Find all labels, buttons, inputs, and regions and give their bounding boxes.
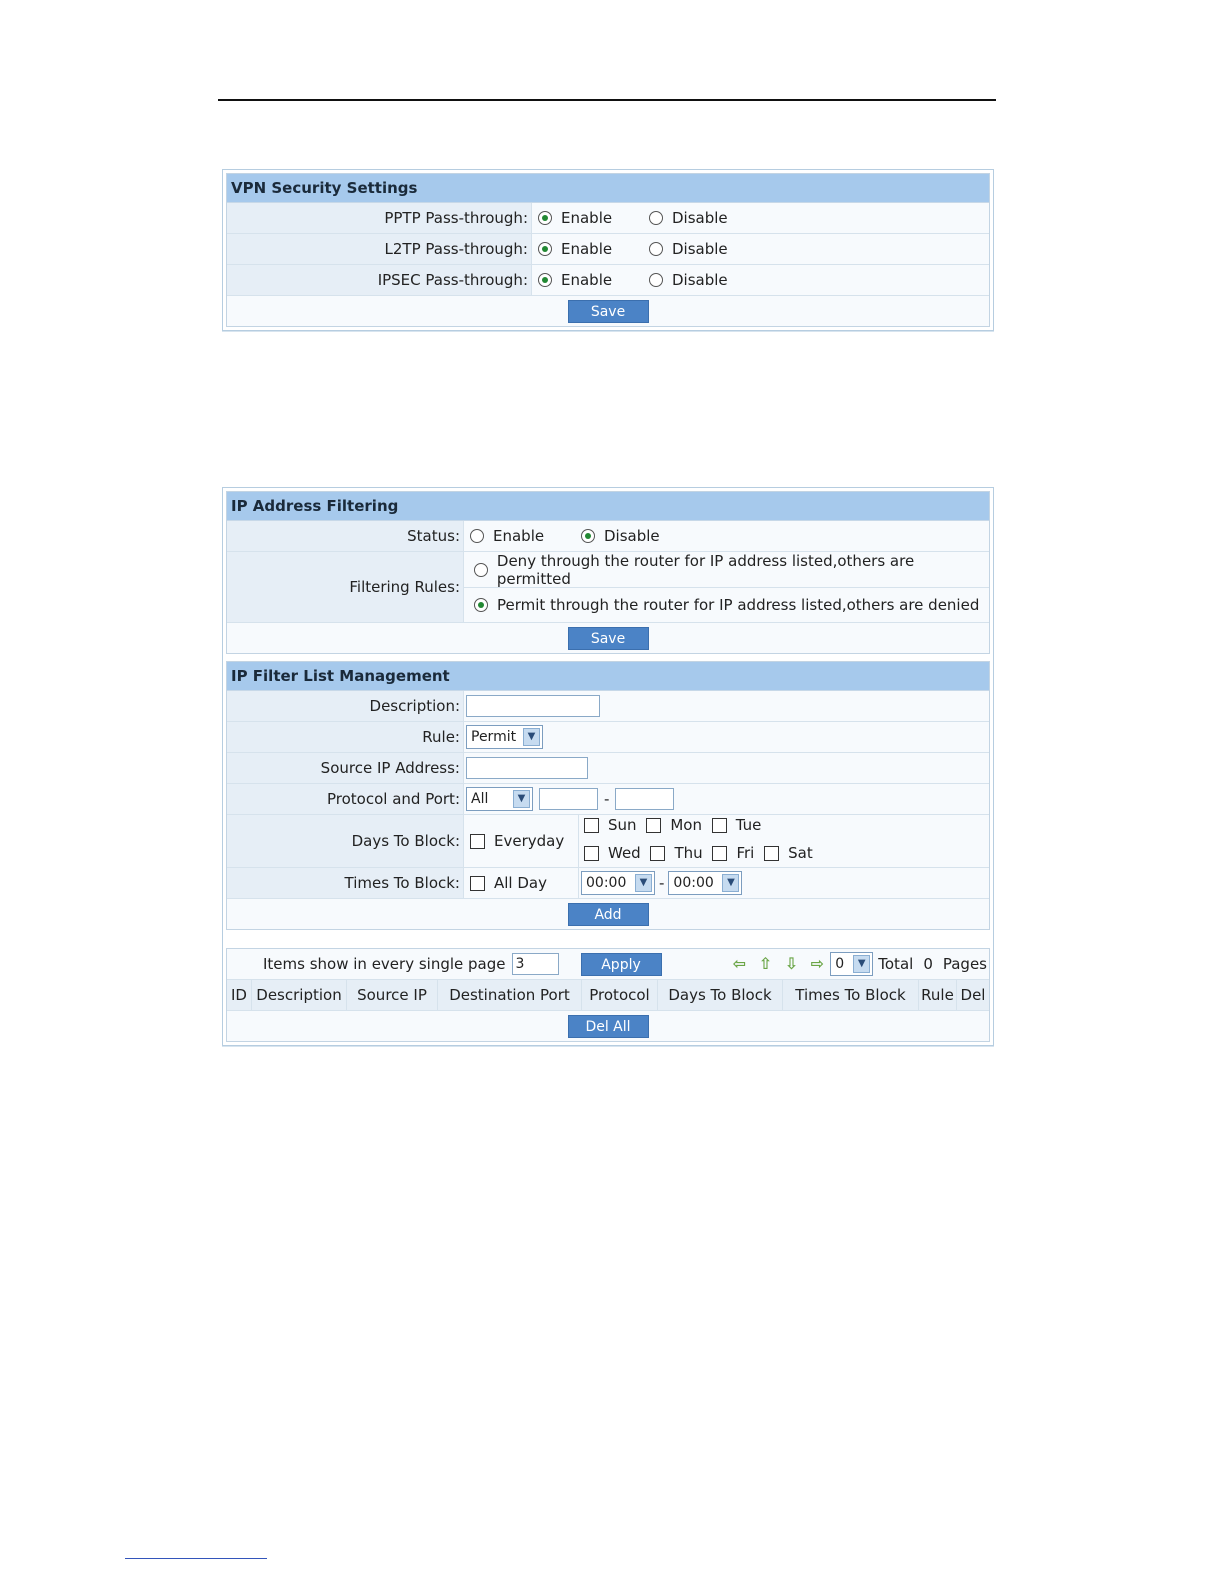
pptp-disable-radio[interactable] <box>649 211 663 225</box>
ip-filter-list-section <box>226 661 990 930</box>
items-per-page-input[interactable]: 3 <box>512 953 559 975</box>
everyday-checkbox[interactable] <box>470 834 485 849</box>
chevron-down-icon: ▼ <box>853 955 870 973</box>
day-mon-label: Mon <box>670 816 702 834</box>
status-disable-option[interactable] <box>581 527 660 545</box>
vpn-security-title: VPN Security Settings <box>227 174 989 203</box>
pptp-disable-label: Disable <box>672 209 728 227</box>
rule-permit-label: Permit through the router for IP address listed,others are denied <box>497 596 980 614</box>
times-block-label: Times To Block: <box>227 868 464 898</box>
day-sun-option[interactable] <box>584 813 642 838</box>
l2tp-disable-label: Disable <box>672 240 728 258</box>
ip-filter-list-title: IP Filter List Management <box>227 662 989 691</box>
vpn-save-row <box>227 296 989 326</box>
vpn-security-panel <box>222 169 994 331</box>
table-header <box>227 980 989 1011</box>
day-tue-checkbox[interactable] <box>712 818 727 833</box>
pptp-disable-option[interactable] <box>649 209 728 227</box>
col-times-to-block: Times To Block <box>783 980 919 1010</box>
filtering-rules-row <box>227 552 989 623</box>
pptp-enable-label: Enable <box>561 209 613 227</box>
day-tue-label: Tue <box>735 816 762 834</box>
page-select-value: 0 <box>835 956 845 972</box>
del-all-row <box>227 1011 989 1041</box>
rule-deny-radio[interactable] <box>474 563 488 577</box>
protocol-select-value: All <box>471 791 489 807</box>
allday-option[interactable] <box>470 874 547 892</box>
rule-row <box>227 722 989 753</box>
day-tue-option[interactable] <box>712 813 762 838</box>
pptp-enable-radio[interactable] <box>538 211 552 225</box>
apply-button[interactable]: Apply <box>581 953 662 976</box>
total-label: Total <box>878 955 914 973</box>
col-days-to-block: Days To Block <box>658 980 783 1010</box>
col-description: Description <box>252 980 347 1010</box>
description-row <box>227 691 989 722</box>
status-disable-radio[interactable] <box>581 529 595 543</box>
chevron-down-icon: ▼ <box>635 874 652 892</box>
items-per-page-label: Items show in every single page <box>263 955 506 973</box>
port-from-input[interactable] <box>539 788 598 810</box>
prev-page-arrow-icon[interactable]: ⇧ <box>758 954 772 973</box>
day-sat-checkbox[interactable] <box>764 846 779 861</box>
col-source-ip: Source IP <box>347 980 438 1010</box>
days-block-row <box>227 815 989 868</box>
ipsec-disable-label: Disable <box>672 271 728 289</box>
day-wed-option[interactable] <box>584 841 646 866</box>
rule-deny-label: Deny through the router for IP address listed,others are permitted <box>496 551 915 588</box>
ipsec-disable-option[interactable] <box>649 271 728 289</box>
chevron-down-icon: ▼ <box>722 874 739 892</box>
pptp-row <box>227 203 989 234</box>
day-fri-label: Fri <box>736 844 755 862</box>
ipsec-label: IPSEC Pass-through: <box>227 265 532 295</box>
pptp-label: PPTP Pass-through: <box>227 203 532 233</box>
l2tp-enable-label: Enable <box>561 240 613 258</box>
col-destination-port: Destination Port <box>438 980 582 1010</box>
ipsec-enable-radio[interactable] <box>538 273 552 287</box>
day-wed-label: Wed <box>608 844 641 862</box>
source-ip-label: Source IP Address: <box>227 753 464 783</box>
rule-permit-option[interactable] <box>464 588 989 622</box>
rule-label: Rule: <box>227 722 464 752</box>
day-sun-checkbox[interactable] <box>584 818 599 833</box>
port-to-input[interactable] <box>615 788 674 810</box>
col-del: Del <box>960 986 986 1004</box>
ipsec-enable-option[interactable] <box>538 271 649 289</box>
chevron-down-icon: ▼ <box>513 790 530 808</box>
everyday-option[interactable] <box>470 832 564 850</box>
col-id: ID <box>227 980 252 1010</box>
col-protocol: Protocol <box>582 980 658 1010</box>
times-block-row <box>227 868 989 899</box>
total-value: 0 <box>923 955 933 973</box>
page-top-rule <box>218 99 996 101</box>
port-separator: - <box>604 790 610 808</box>
rule-permit-radio[interactable] <box>474 598 488 612</box>
filtering-rules-label: Filtering Rules: <box>227 552 464 622</box>
day-mon-option[interactable] <box>646 813 707 838</box>
status-enable-radio[interactable] <box>470 529 484 543</box>
everyday-label: Everyday <box>494 832 565 850</box>
l2tp-disable-option[interactable] <box>649 240 728 258</box>
ipsec-disable-radio[interactable] <box>649 273 663 287</box>
day-wed-checkbox[interactable] <box>584 846 599 861</box>
day-sun-label: Sun <box>608 816 637 834</box>
status-row <box>227 521 989 552</box>
time-separator: - <box>659 874 665 892</box>
day-fri-option[interactable] <box>712 841 759 866</box>
rule-deny-option[interactable] <box>464 552 989 588</box>
allday-label: All Day <box>494 874 547 892</box>
l2tp-row <box>227 234 989 265</box>
day-sat-label: Sat <box>788 844 813 862</box>
l2tp-disable-radio[interactable] <box>649 242 663 256</box>
add-row <box>227 899 989 929</box>
add-button[interactable]: Add <box>568 903 649 926</box>
footer-link-underline <box>125 1558 267 1559</box>
l2tp-enable-option[interactable] <box>538 240 649 258</box>
status-enable-option[interactable] <box>470 527 581 545</box>
filter-save-button[interactable]: Save <box>568 627 649 650</box>
rule-select-value: Permit <box>471 729 517 745</box>
day-fri-checkbox[interactable] <box>712 846 727 861</box>
allday-checkbox[interactable] <box>470 876 485 891</box>
rule-select[interactable] <box>466 725 543 749</box>
day-thu-label: Thu <box>674 844 703 862</box>
time-from-select[interactable] <box>581 871 655 895</box>
source-ip-row <box>227 753 989 784</box>
col-rule: Rule <box>919 980 957 1010</box>
l2tp-label: L2TP Pass-through: <box>227 234 532 264</box>
filter-save-row <box>227 623 989 653</box>
chevron-down-icon: ▼ <box>523 728 540 746</box>
protocol-port-row <box>227 784 989 815</box>
ipsec-row <box>227 265 989 296</box>
filter-list-table <box>226 948 990 1042</box>
vpn-save-button[interactable]: Save <box>568 300 649 323</box>
status-label: Status: <box>227 521 464 551</box>
day-thu-checkbox[interactable] <box>650 846 665 861</box>
days-block-label: Days To Block: <box>227 815 464 867</box>
description-input[interactable] <box>466 695 600 717</box>
pptp-enable-option[interactable] <box>538 209 649 227</box>
del-all-button[interactable]: Del All <box>568 1015 649 1038</box>
day-sat-option[interactable] <box>764 841 813 866</box>
ip-filtering-panel <box>222 487 994 1046</box>
last-page-arrow-icon[interactable]: ⇨ <box>810 954 824 973</box>
time-to-value: 00:00 <box>673 875 714 891</box>
day-mon-checkbox[interactable] <box>646 818 661 833</box>
page-select[interactable] <box>830 952 873 976</box>
next-page-arrow-icon[interactable]: ⇩ <box>784 954 798 973</box>
ipsec-enable-label: Enable <box>561 271 613 289</box>
description-label: Description: <box>227 691 464 721</box>
status-disable-label: Disable <box>604 527 660 545</box>
pages-label: Pages <box>942 955 987 973</box>
first-page-arrow-icon[interactable]: ⇦ <box>732 954 746 973</box>
protocol-select[interactable] <box>466 787 533 811</box>
time-from-value: 00:00 <box>586 875 627 891</box>
day-thu-option[interactable] <box>650 841 707 866</box>
ip-filtering-title: IP Address Filtering <box>227 492 989 521</box>
pager-row <box>227 949 989 980</box>
time-to-select[interactable] <box>668 871 742 895</box>
source-ip-input[interactable] <box>466 757 588 779</box>
status-enable-label: Enable <box>493 527 545 545</box>
l2tp-enable-radio[interactable] <box>538 242 552 256</box>
protocol-port-label: Protocol and Port: <box>227 784 464 814</box>
